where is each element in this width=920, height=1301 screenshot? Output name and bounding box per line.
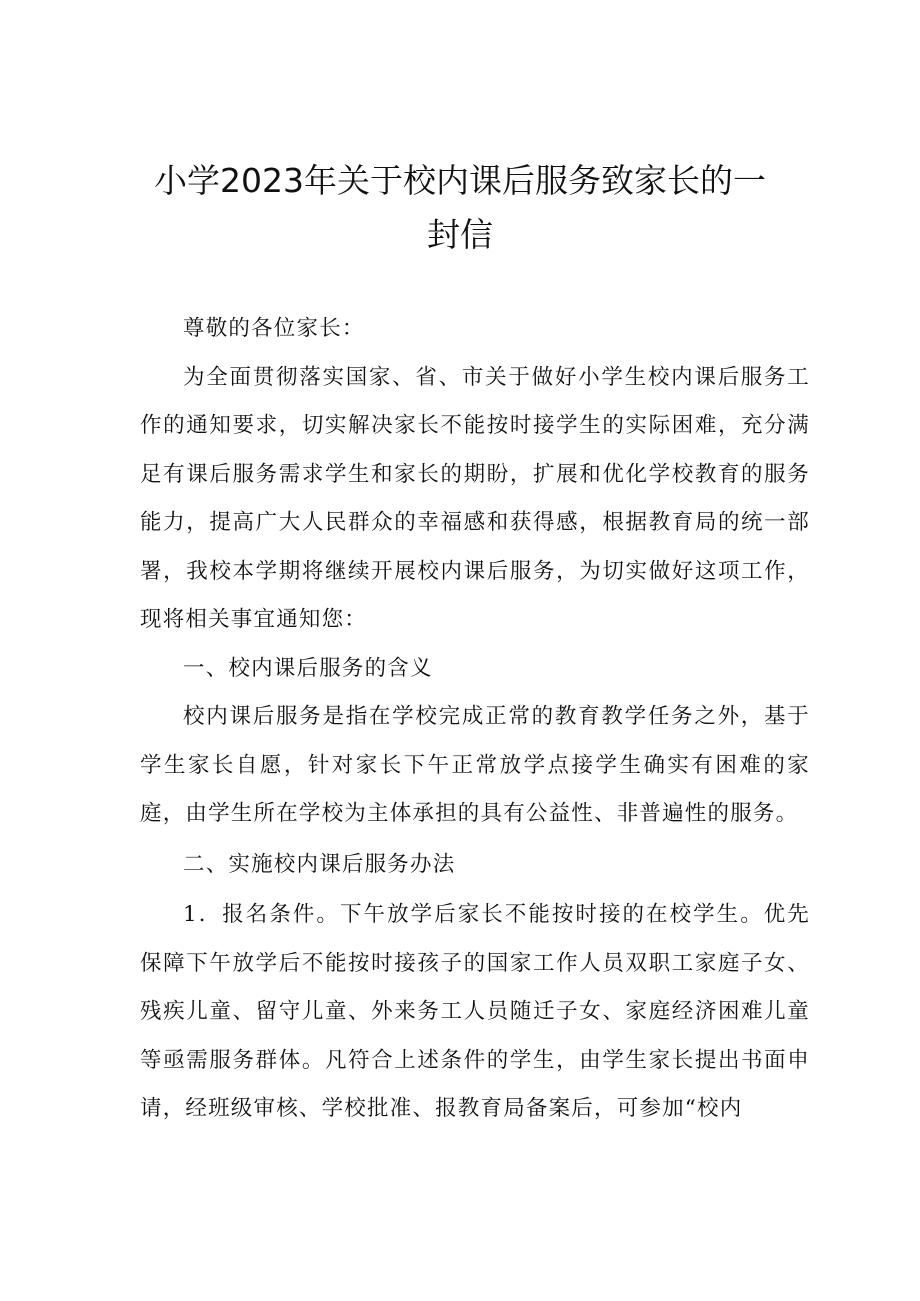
paragraph-definition: 校内课后服务是指在学校完成正常的教育教学任务之外，基于学生家长自愿，针对家长下午正常放学点接学生确实有困难的家庭，由学生所在学校为主体承担的具有公益性、非普遍性的服务。 xyxy=(140,704,810,826)
paragraph-intro: 为全面贯彻落实国家、省、市关于做好小学生校内课后服务工作的通知要求，切实解决家长不能按时接学生的实际困难，充分满足有课后服务需求学生和家长的期盼，扩展和优化学校教育的服务能力，提高广大人民群众的幸福感和获得感，根据教育局的统一部署，我校本学期将继续开展校内课后服务，为切实做好这项工作，现将相关事宜通知您： xyxy=(140,364,810,632)
salutation: 尊敬的各位家长： xyxy=(183,316,365,341)
title-line-1: 小学2023年关于校内课后服务致家长的一 xyxy=(154,161,766,200)
section-heading-2: 二、实施校内课后服务办法 xyxy=(183,851,456,877)
paragraph-enrollment: 1．报名条件。下午放学后家长不能按时接的在校学生。优先保障下午放学后不能按时接孩子的国家工作人员双职工家庭子女、残疾儿童、留守儿童、外来务工人员随迁子女、家庭经济困难儿童等亟需服务群体。凡符合上述条件的学生，由学生家长提出书面申请，经班级审核、学校批准、报教育局备案后，可参加“校内 xyxy=(140,902,810,1121)
letter-body xyxy=(140,305,810,1134)
document-title xyxy=(120,154,800,262)
section-heading-1: 一、校内课后服务的含义 xyxy=(183,655,433,681)
title-line-2: 封信 xyxy=(427,215,493,254)
